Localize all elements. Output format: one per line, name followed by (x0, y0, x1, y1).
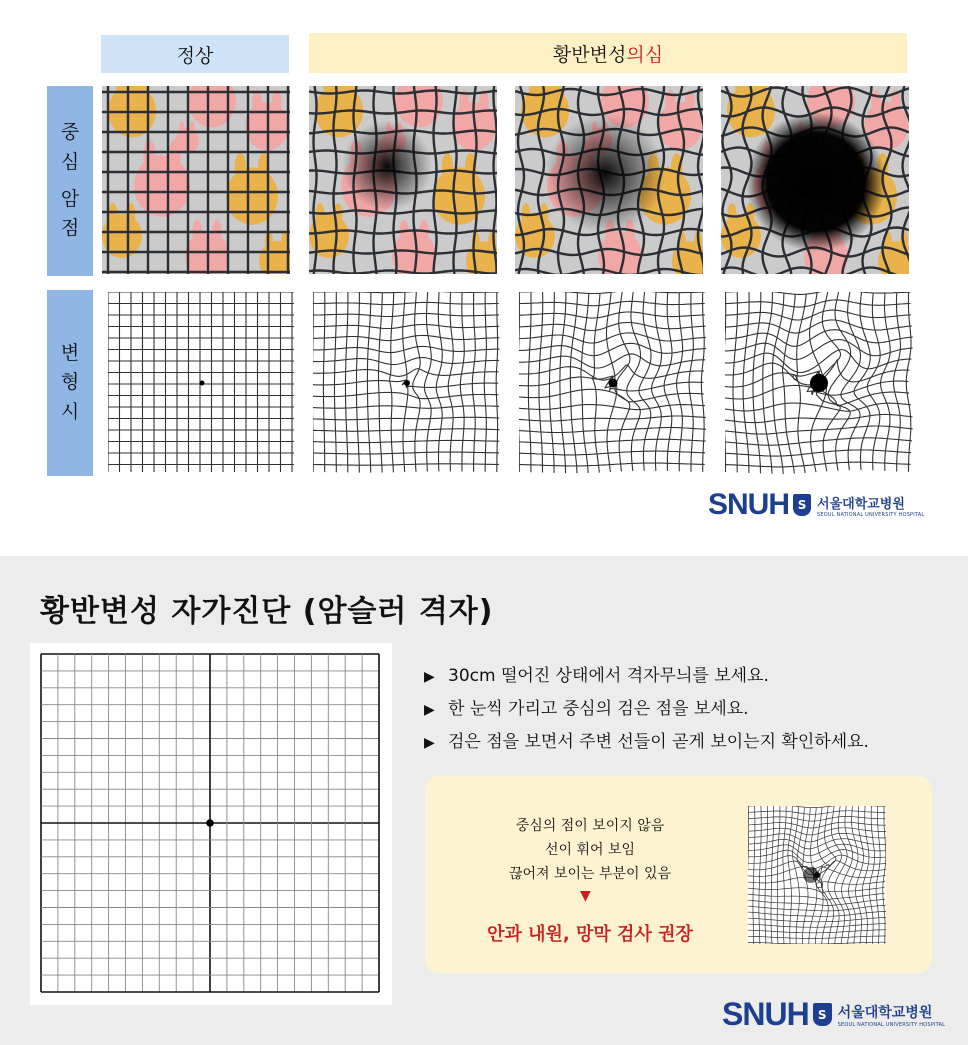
row-label-char: 심 (60, 150, 80, 173)
hospital-korean-name: 서울대학교병원 (817, 496, 905, 512)
symptom-list (445, 814, 735, 886)
instruction-item: ▶ 한 눈씩 가리고 중심의 검은 점을 보세요. (424, 693, 869, 726)
snuh-logo (708, 488, 924, 522)
hospital-korean-name: 서울대학교병원 (837, 1004, 933, 1021)
symptom-item: 선이 휘어 보임 (544, 842, 636, 858)
mild-metamorphopsia-grid (313, 292, 501, 474)
severe-metamorphopsia-grid (725, 292, 913, 474)
row-label-char: 시 (60, 400, 80, 423)
amd-header-label: 황반변성 (552, 43, 627, 66)
snuh-wordmark: SNUH (722, 996, 809, 1032)
symptom-item: 끊어져 보이는 부분이 있음 (508, 866, 672, 882)
amd-suspect-header (309, 33, 907, 73)
row-label-char: 암 (60, 188, 80, 210)
instruction-list (424, 660, 869, 759)
mild-scotoma-image (309, 86, 497, 274)
normal-amsler-grid (108, 292, 296, 474)
amd-header-suspect-label: 의심 (626, 43, 664, 66)
hospital-english-name: SEOUL NATIONAL UNIVERSITY HOSPITAL (837, 1021, 946, 1028)
row-label-metamorphopsia (47, 290, 93, 476)
instruction-item: ▶ 30cm 떨어진 상태에서 격자무늬를 보세요. (424, 660, 869, 693)
normal-header (101, 35, 289, 73)
amsler-grid (30, 643, 392, 1005)
down-arrow-icon: ▼ (580, 888, 591, 904)
shield-icon: S (813, 1003, 832, 1026)
recommendation-text: 안과 내원, 망막 검사 권장 (487, 924, 693, 945)
row-label-char: 형 (60, 371, 80, 394)
snuh-logo-bottom (722, 996, 945, 1033)
moderate-scotoma-image (515, 86, 703, 274)
distorted-grid-example (748, 806, 886, 944)
row-label-char: 변 (60, 341, 80, 364)
normal-pattern-image (102, 86, 290, 274)
row-label-central-scotoma (47, 86, 93, 276)
row-label-char: 중 (60, 121, 80, 144)
severe-scotoma-image (721, 86, 909, 274)
row-label-char: 점 (60, 217, 80, 240)
instruction-item: ▶ 검은 점을 보면서 주변 선들이 곧게 보이는지 확인하세요. (424, 726, 869, 759)
snuh-wordmark: SNUH (708, 488, 790, 521)
shield-icon: S (793, 494, 811, 516)
symptom-item: 중심의 점이 보이지 않음 (515, 818, 665, 834)
hospital-english-name: SEOUL NATIONAL UNIVERSITY HOSPITAL (817, 511, 925, 518)
normal-header-label: 정상 (176, 44, 214, 67)
moderate-metamorphopsia-grid (519, 292, 707, 474)
self-test-title: 황반변성 자가진단 (암슬러 격자) (40, 594, 494, 629)
